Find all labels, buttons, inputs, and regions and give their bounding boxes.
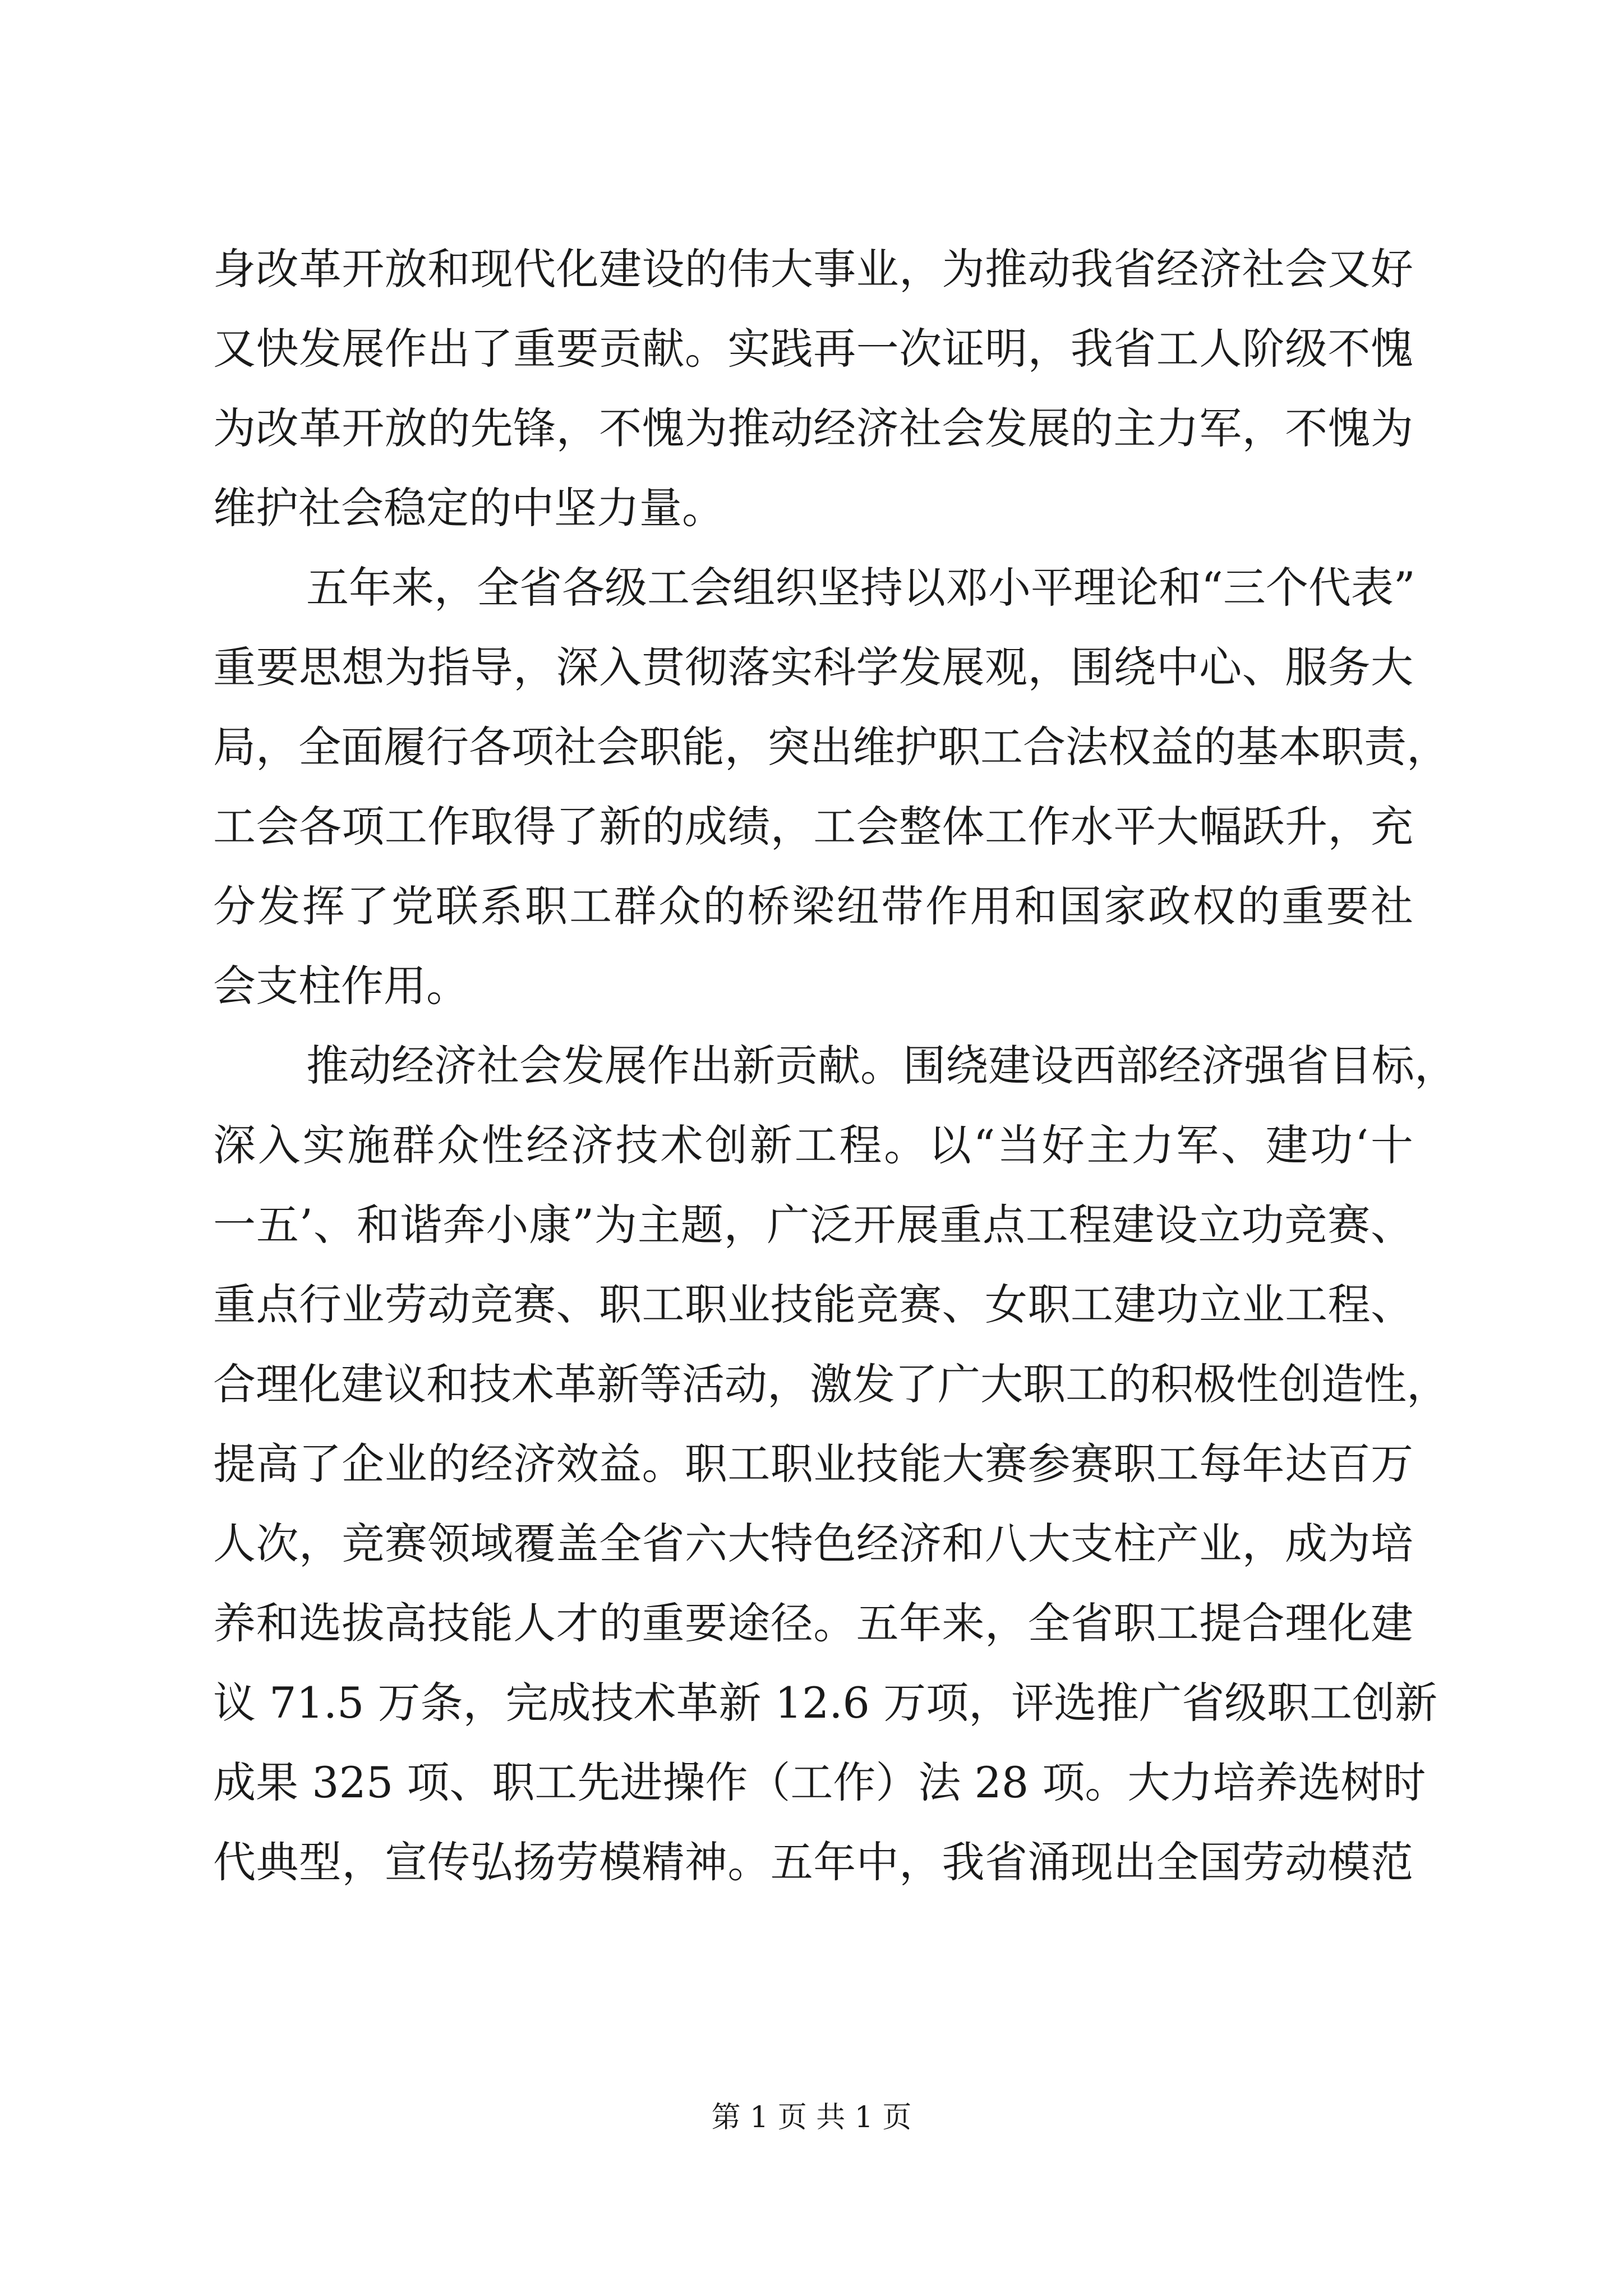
text-line: 代典型，宣传弘扬劳模精神。五年中，我省涌现出全国劳动模范	[213, 1837, 1413, 1887]
text-line: 为改革开放的先锋，不愧为推动经济社会发展的主力军，不愧为	[213, 403, 1413, 453]
text-line: 分发挥了党联系职工群众的桥梁纽带作用和国家政权的重要社	[213, 881, 1413, 931]
text-line: 提高了企业的经济效益。职工职业技能大赛参赛职工每年达百万	[213, 1439, 1413, 1489]
text-line: 会支柱作用。	[213, 961, 469, 1011]
text-line: 一五’、和谐奔小康”为主题，广泛开展重点工程建设立功竞赛、	[213, 1200, 1413, 1250]
text-line: 身改革开放和现代化建设的伟大事业，为推动我省经济社会又好	[213, 244, 1413, 294]
text-line: 议 71.5 万条，完成技术革新 12.6 万项，评选推广省级职工创新	[213, 1678, 1438, 1728]
text-line: 合理化建议和技术革新等活动，激发了广大职工的积极性创造性，	[213, 1359, 1449, 1409]
text-line: 养和选拔高技能人才的重要途径。五年来，全省职工提合理化建	[213, 1598, 1413, 1648]
text-line: 五年来，全省各级工会组织坚持以邓小平理论和“三个代表”	[306, 563, 1415, 613]
text-line: 成果 325 项、职工先进操作（工作）法 28 项。大力培养选树时	[213, 1757, 1426, 1807]
text-line: 推动经济社会发展作出新贡献。围绕建设西部经济强省目标，	[306, 1041, 1457, 1091]
text-line: 又快发展作出了重要贡献。实践再一次证明，我省工人阶级不愧	[213, 324, 1413, 374]
text-line: 重点行业劳动竞赛、职工职业技能竞赛、女职工建功立业工程、	[213, 1280, 1413, 1329]
text-line: 局，全面履行各项社会职能，突出维护职工合法权益的基本职责，	[213, 722, 1449, 772]
text-line: 人次，竞赛领域覆盖全省六大特色经济和八大支柱产业，成为培	[213, 1519, 1413, 1568]
text-line: 深入实施群众性经济技术创新工程。以“当好主力军、建功‘十	[213, 1120, 1413, 1170]
text-line: 工会各项工作取得了新的成绩，工会整体工作水平大幅跃升，充	[213, 802, 1413, 852]
page-footer: 第 1 页 共 1 页	[711, 2101, 912, 2134]
text-line: 维护社会稳定的中坚力量。	[213, 483, 725, 533]
text-line: 重要思想为指导，深入贯彻落实科学发展观，围绕中心、服务大	[213, 642, 1413, 692]
